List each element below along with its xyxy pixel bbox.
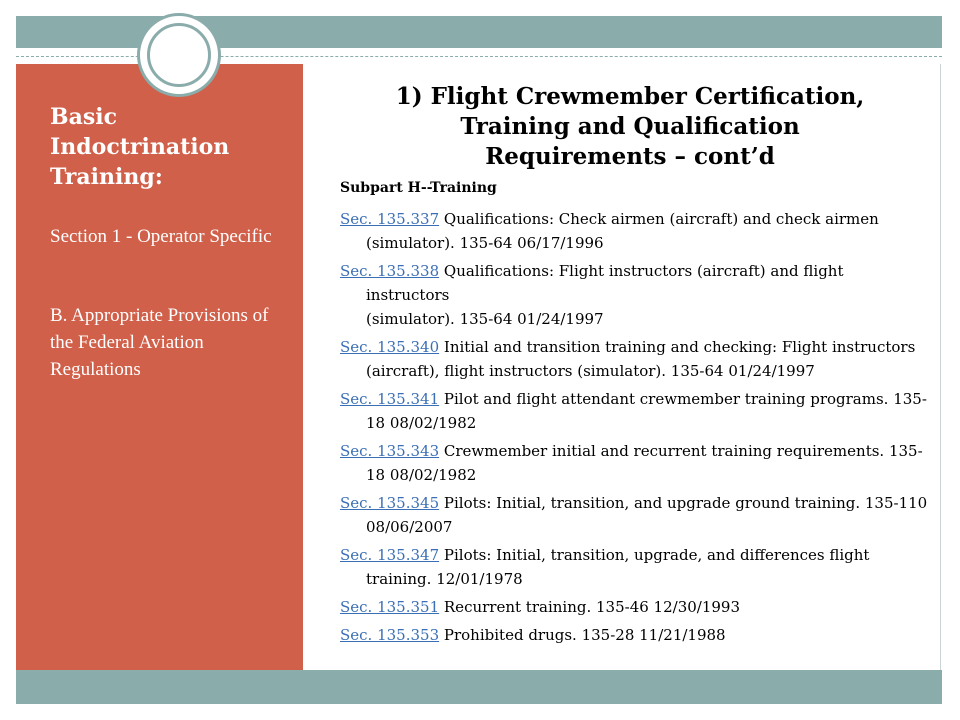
entry-text: Qualifications: Check airmen (aircraft) and check airmen (simulator). 135-64 06/17/1996: [366, 210, 879, 252]
list-item: [340, 387, 930, 435]
entry-text: Qualifications: Flight instructors (aircraft) and flight instructors: [366, 262, 844, 304]
sec-link-135-338[interactable]: Sec. 135.338: [340, 262, 440, 280]
entry-text: Pilots: Initial, transition, and upgrade ground training. 135-110 08/06/2007: [366, 494, 928, 536]
title-line-2: Training and Qualification: [460, 113, 800, 140]
circle-badge-inner-icon: [147, 23, 211, 87]
entry-text: Recurrent training. 135-46 12/30/1993: [439, 598, 741, 616]
entry-text: Crewmember initial and recurrent training requirements. 135-18 08/02/1982: [366, 442, 923, 484]
entry-text: Pilots: Initial, transition, upgrade, and differences flight training. 12/01/1978: [366, 546, 870, 588]
sec-link-135-340[interactable]: Sec. 135.340: [340, 338, 440, 356]
list-item: [340, 207, 930, 255]
sec-link-135-345[interactable]: Sec. 135.345: [340, 494, 440, 512]
list-item: [340, 491, 930, 539]
sidebar-section: Section 1 - Operator Specific: [50, 226, 272, 247]
list-item: [340, 595, 930, 619]
entry-text-continued: (simulator). 135-64 01/24/1997: [366, 310, 604, 328]
regulation-list: [340, 207, 930, 651]
subpart-heading: Subpart H--Training: [340, 180, 497, 196]
title-line-1: 1) Flight Crewmember Certification,: [395, 83, 865, 110]
entry-text: Pilot and flight attendant crewmember training programs. 135-18 08/02/1982: [366, 390, 927, 432]
sec-link-135-343[interactable]: Sec. 135.343: [340, 442, 440, 460]
slide-title: [355, 82, 905, 172]
sec-link-135-353[interactable]: Sec. 135.353: [340, 626, 440, 644]
bottom-decorative-band: [16, 670, 942, 704]
list-item: [340, 259, 930, 331]
sec-link-135-347[interactable]: Sec. 135.347: [340, 546, 440, 564]
list-item: [340, 543, 930, 591]
list-item: [340, 439, 930, 487]
sidebar-title: Basic Indoctrination Training:: [50, 104, 230, 190]
list-item: [340, 335, 930, 383]
sec-link-135-341[interactable]: Sec. 135.341: [340, 390, 440, 408]
entry-text: Prohibited drugs. 135-28 11/21/1988: [439, 626, 726, 644]
sidebar-subsection: B. Appropriate Provisions of the Federal Aviation Regulations: [50, 305, 269, 380]
sec-link-135-337[interactable]: Sec. 135.337: [340, 210, 440, 228]
sec-link-135-351[interactable]: Sec. 135.351: [340, 598, 440, 616]
entry-text: Initial and transition training and checking: Flight instructors (aircraft), flight instructors (simulator). 135-64 01/24/1997: [366, 338, 916, 380]
list-item: [340, 623, 930, 647]
title-line-3: Requirements – cont’d: [485, 143, 775, 170]
